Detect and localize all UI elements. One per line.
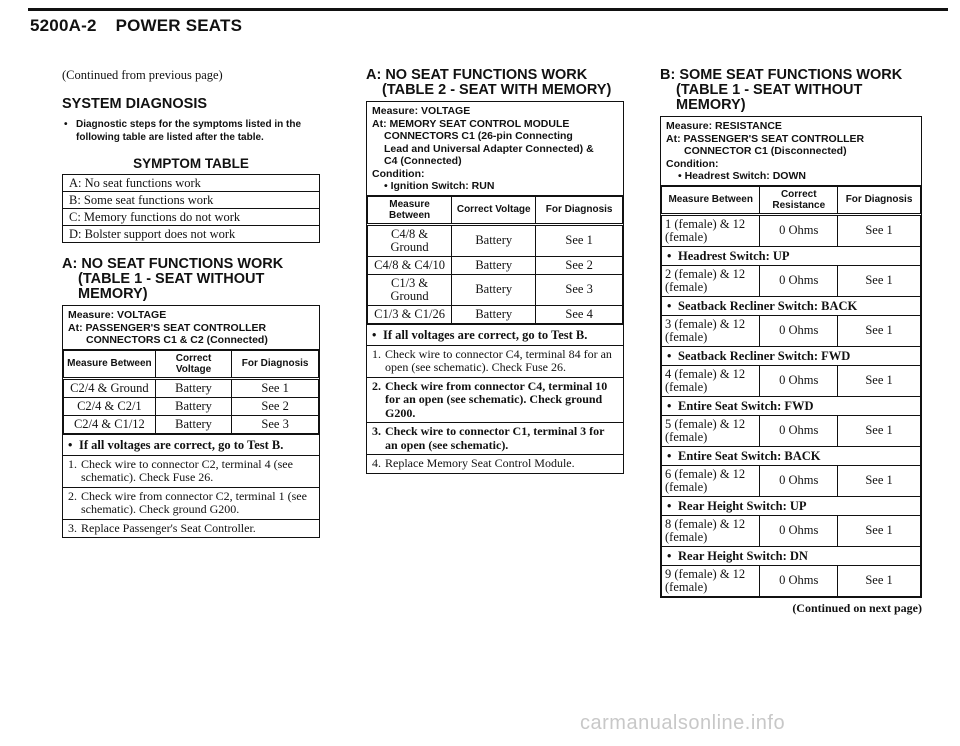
cell-diagnosis: See 1 (838, 265, 921, 296)
step-4: 4. Replace Memory Seat Control Module. (367, 454, 623, 473)
system-diagnosis-heading: SYSTEM DIAGNOSIS (62, 96, 208, 112)
step-2: 2. Check wire from connector C2, terminal 1 (see schematic). Check ground G200. (63, 487, 319, 519)
step-text: Check wire to connector C4, terminal 84 for an open (see schematic). Check Fuse 26. (385, 346, 612, 374)
table-row (662, 415, 921, 446)
at-label: At: PASSENGER'S SEAT CONTROLLER (68, 321, 267, 334)
symptom-row-c: C: Memory functions do not work (63, 208, 319, 225)
page-header (30, 16, 256, 36)
table-row (368, 274, 623, 305)
cell-measure: 8 (female) & 12 (female) (662, 515, 760, 546)
col-header-measure: Measure Between (662, 186, 760, 214)
condition-label: Condition: (372, 167, 425, 180)
cell-resistance: 0 Ohms (760, 465, 838, 496)
resistance-test-box (660, 116, 922, 598)
all-correct-note: • If all voltages are correct, go to Test B. (367, 324, 623, 345)
cell-diagnosis: See 1 (838, 415, 921, 446)
switch-condition: • Rear Height Switch: DN (662, 546, 921, 565)
col-header-diagnosis: For Diagnosis (536, 196, 623, 224)
title-line-1: A: NO SEAT FUNCTIONS WORK (62, 256, 284, 272)
table-row (662, 265, 921, 296)
all-correct-note: • If all voltages are correct, go to Test B. (63, 434, 319, 455)
title-line-3: MEMORY) (676, 97, 746, 113)
test-header (63, 306, 319, 350)
cell-voltage: Battery (155, 378, 232, 397)
switch-condition: • Headrest Switch: UP (662, 246, 921, 265)
cell-resistance: 0 Ohms (760, 265, 838, 296)
switch-condition: • Rear Height Switch: UP (662, 496, 921, 515)
symptom-row-b: B: Some seat functions work (63, 191, 319, 208)
page-code: 5200A-2 (30, 16, 97, 35)
switch-condition: • Seatback Recliner Switch: BACK (662, 296, 921, 315)
section-a-table1-title (62, 257, 320, 302)
title-line-2: (TABLE 1 - SEAT WITHOUT (78, 271, 265, 287)
cell-measure: 6 (female) & 12 (female) (662, 465, 760, 496)
step-3: 3. Check wire to connector C1, terminal 3 for an open (see schematic). (367, 422, 623, 454)
switch-condition-row (662, 296, 921, 315)
cell-diagnosis: See 1 (838, 365, 921, 396)
cell-measure: 9 (female) & 12 (female) (662, 565, 760, 596)
table-row (662, 315, 921, 346)
diagnosis-steps (63, 455, 319, 538)
cell-diagnosis: See 2 (536, 256, 623, 274)
top-rule (28, 8, 948, 11)
cell-diagnosis: See 4 (536, 305, 623, 323)
col-header-resistance: Correct Resistance (760, 186, 838, 214)
resistance-table (661, 186, 921, 597)
cell-voltage: Battery (452, 256, 536, 274)
cell-measure: C4/8 & Ground (368, 224, 452, 256)
step-3: 3. Replace Passenger's Seat Controller. (63, 519, 319, 538)
section-b-title (660, 68, 922, 113)
symptom-table (62, 174, 320, 243)
column-2 (366, 68, 624, 474)
cell-diagnosis: See 3 (232, 415, 319, 433)
switch-condition-row (662, 546, 921, 565)
diagnosis-steps (367, 345, 623, 473)
step-text: Replace Memory Seat Control Module. (385, 456, 575, 470)
at-connector: CONNECTOR C1 (Disconnected) (684, 145, 847, 157)
cell-resistance: 0 Ohms (760, 515, 838, 546)
cell-measure: C2/4 & C1/12 (64, 415, 156, 433)
test-header (661, 117, 921, 186)
cell-measure: C1/3 & C1/26 (368, 305, 452, 323)
continued-note: (Continued from previous page) (62, 68, 223, 82)
switch-condition-row (662, 446, 921, 465)
table-row (64, 397, 319, 415)
cell-resistance: 0 Ohms (760, 565, 838, 596)
symptom-row-a: A: No seat functions work (69, 176, 201, 190)
title-line-2: (TABLE 1 - SEAT WITHOUT (676, 82, 863, 98)
cell-measure: C2/4 & C2/1 (64, 397, 156, 415)
cell-measure: 4 (female) & 12 (female) (662, 365, 760, 396)
table-row (368, 256, 623, 274)
switch-condition-row (662, 246, 921, 265)
cell-voltage: Battery (452, 305, 536, 323)
title-line-2: (TABLE 2 - SEAT WITH MEMORY) (382, 82, 612, 98)
table-row (662, 365, 921, 396)
cell-measure: 3 (female) & 12 (female) (662, 315, 760, 346)
title-line-1: B: SOME SEAT FUNCTIONS WORK (660, 67, 903, 83)
at-label: At: MEMORY SEAT CONTROL MODULE (372, 117, 570, 130)
cell-diagnosis: See 1 (536, 224, 623, 256)
condition-label: Condition: (666, 157, 719, 170)
condition-item: • Ignition Switch: RUN (384, 180, 495, 192)
table-row (662, 214, 921, 246)
title-line-3: MEMORY) (78, 286, 148, 302)
table-row (368, 305, 623, 323)
cell-diagnosis: See 1 (838, 465, 921, 496)
step-1: 1. Check wire to connector C4, terminal 84 for an open (see schematic). Check Fuse 26. (367, 345, 623, 377)
switch-condition: • Entire Seat Switch: BACK (662, 446, 921, 465)
cell-diagnosis: See 1 (838, 214, 921, 246)
table-row (368, 224, 623, 256)
cell-measure: 5 (female) & 12 (female) (662, 415, 760, 446)
title-line-1: A: NO SEAT FUNCTIONS WORK (366, 67, 588, 83)
symptom-table-title: SYMPTOM TABLE (133, 156, 249, 171)
switch-condition-row (662, 396, 921, 415)
switch-condition: • Entire Seat Switch: FWD (662, 396, 921, 415)
column-1 (62, 68, 320, 538)
continued-next-page: (Continued on next page) (792, 600, 922, 615)
cell-measure: C4/8 & C4/10 (368, 256, 452, 274)
measure-label: Measure: RESISTANCE (666, 120, 782, 132)
step-text: Check wire to connector C2, terminal 4 (see schematic). Check Fuse 26. (81, 456, 293, 484)
step-1: 1. Check wire to connector C2, terminal 4 (see schematic). Check Fuse 26. (63, 455, 319, 487)
table-row (662, 465, 921, 496)
symptom-row-d: D: Bolster support does not work (63, 225, 319, 242)
cell-voltage: Battery (452, 274, 536, 305)
cell-voltage: Battery (155, 415, 232, 433)
table-row (662, 565, 921, 596)
at-connectors-1: CONNECTORS C1 (26-pin Connecting (384, 130, 573, 142)
step-text: Replace Passenger's Seat Controller. (81, 520, 256, 535)
cell-voltage: Battery (452, 224, 536, 256)
watermark-text: carmanualsonline.info (580, 712, 786, 734)
section-a-table2-title (366, 68, 624, 98)
cell-measure: C2/4 & Ground (64, 378, 156, 397)
cell-measure: 2 (female) & 12 (female) (662, 265, 760, 296)
cell-measure: C1/3 & Ground (368, 274, 452, 305)
voltage-table-1 (63, 350, 319, 434)
cell-measure: 1 (female) & 12 (female) (662, 214, 760, 246)
switch-condition-row (662, 496, 921, 515)
cell-diagnosis: See 1 (838, 315, 921, 346)
col-header-measure: Measure Between (368, 196, 452, 224)
cell-diagnosis: See 1 (232, 378, 319, 397)
cell-resistance: 0 Ohms (760, 214, 838, 246)
cell-diagnosis: See 1 (838, 565, 921, 596)
cell-diagnosis: See 1 (838, 515, 921, 546)
cell-resistance: 0 Ohms (760, 415, 838, 446)
column-3 (660, 68, 922, 616)
table-row (662, 515, 921, 546)
col-header-voltage: Correct Voltage (155, 350, 232, 378)
at-label: At: PASSENGER'S SEAT CONTROLLER (666, 132, 865, 145)
voltage-test-box-1 (62, 305, 320, 538)
measure-label: Measure: VOLTAGE (372, 105, 471, 117)
col-header-voltage: Correct Voltage (452, 196, 536, 224)
table-row (64, 415, 319, 433)
col-header-measure: Measure Between (64, 350, 156, 378)
switch-condition-row (662, 346, 921, 365)
switch-condition: • Seatback Recliner Switch: FWD (662, 346, 921, 365)
at-connectors: CONNECTORS C1 & C2 (Connected) (86, 334, 268, 346)
condition-item: • Headrest Switch: DOWN (678, 170, 806, 182)
voltage-test-box-2 (366, 101, 624, 474)
voltage-table-2 (367, 196, 623, 324)
step-2: 2. Check wire from connector C4, terminal 10 for an open (see schematic). Check ground G200. (367, 377, 623, 423)
at-connectors-3: C4 (Connected) (384, 155, 462, 167)
table-row (64, 378, 319, 397)
at-connectors-2: Lead and Universal Adapter Connected) & (384, 142, 594, 155)
measure-label: Measure: VOLTAGE (68, 309, 167, 321)
step-text: Check wire from connector C2, terminal 1 (see schematic). Check ground G200. (81, 488, 307, 516)
diagnostic-note: • Diagnostic steps for the symptoms listed in the following table are listed after the table. (62, 118, 320, 144)
cell-diagnosis: See 2 (232, 397, 319, 415)
cell-resistance: 0 Ohms (760, 315, 838, 346)
cell-diagnosis: See 3 (536, 274, 623, 305)
cell-resistance: 0 Ohms (760, 365, 838, 396)
step-text: Check wire to connector C1, terminal 3 for an open (see schematic). (385, 424, 605, 452)
step-text: Check wire from connector C4, terminal 10 for an open (see schematic). Check ground G200. (385, 378, 608, 420)
cell-voltage: Battery (155, 397, 232, 415)
col-header-diagnosis: For Diagnosis (232, 350, 319, 378)
page-title: POWER SEATS (115, 16, 243, 35)
test-header (367, 102, 623, 196)
col-header-diagnosis: For Diagnosis (838, 186, 921, 214)
